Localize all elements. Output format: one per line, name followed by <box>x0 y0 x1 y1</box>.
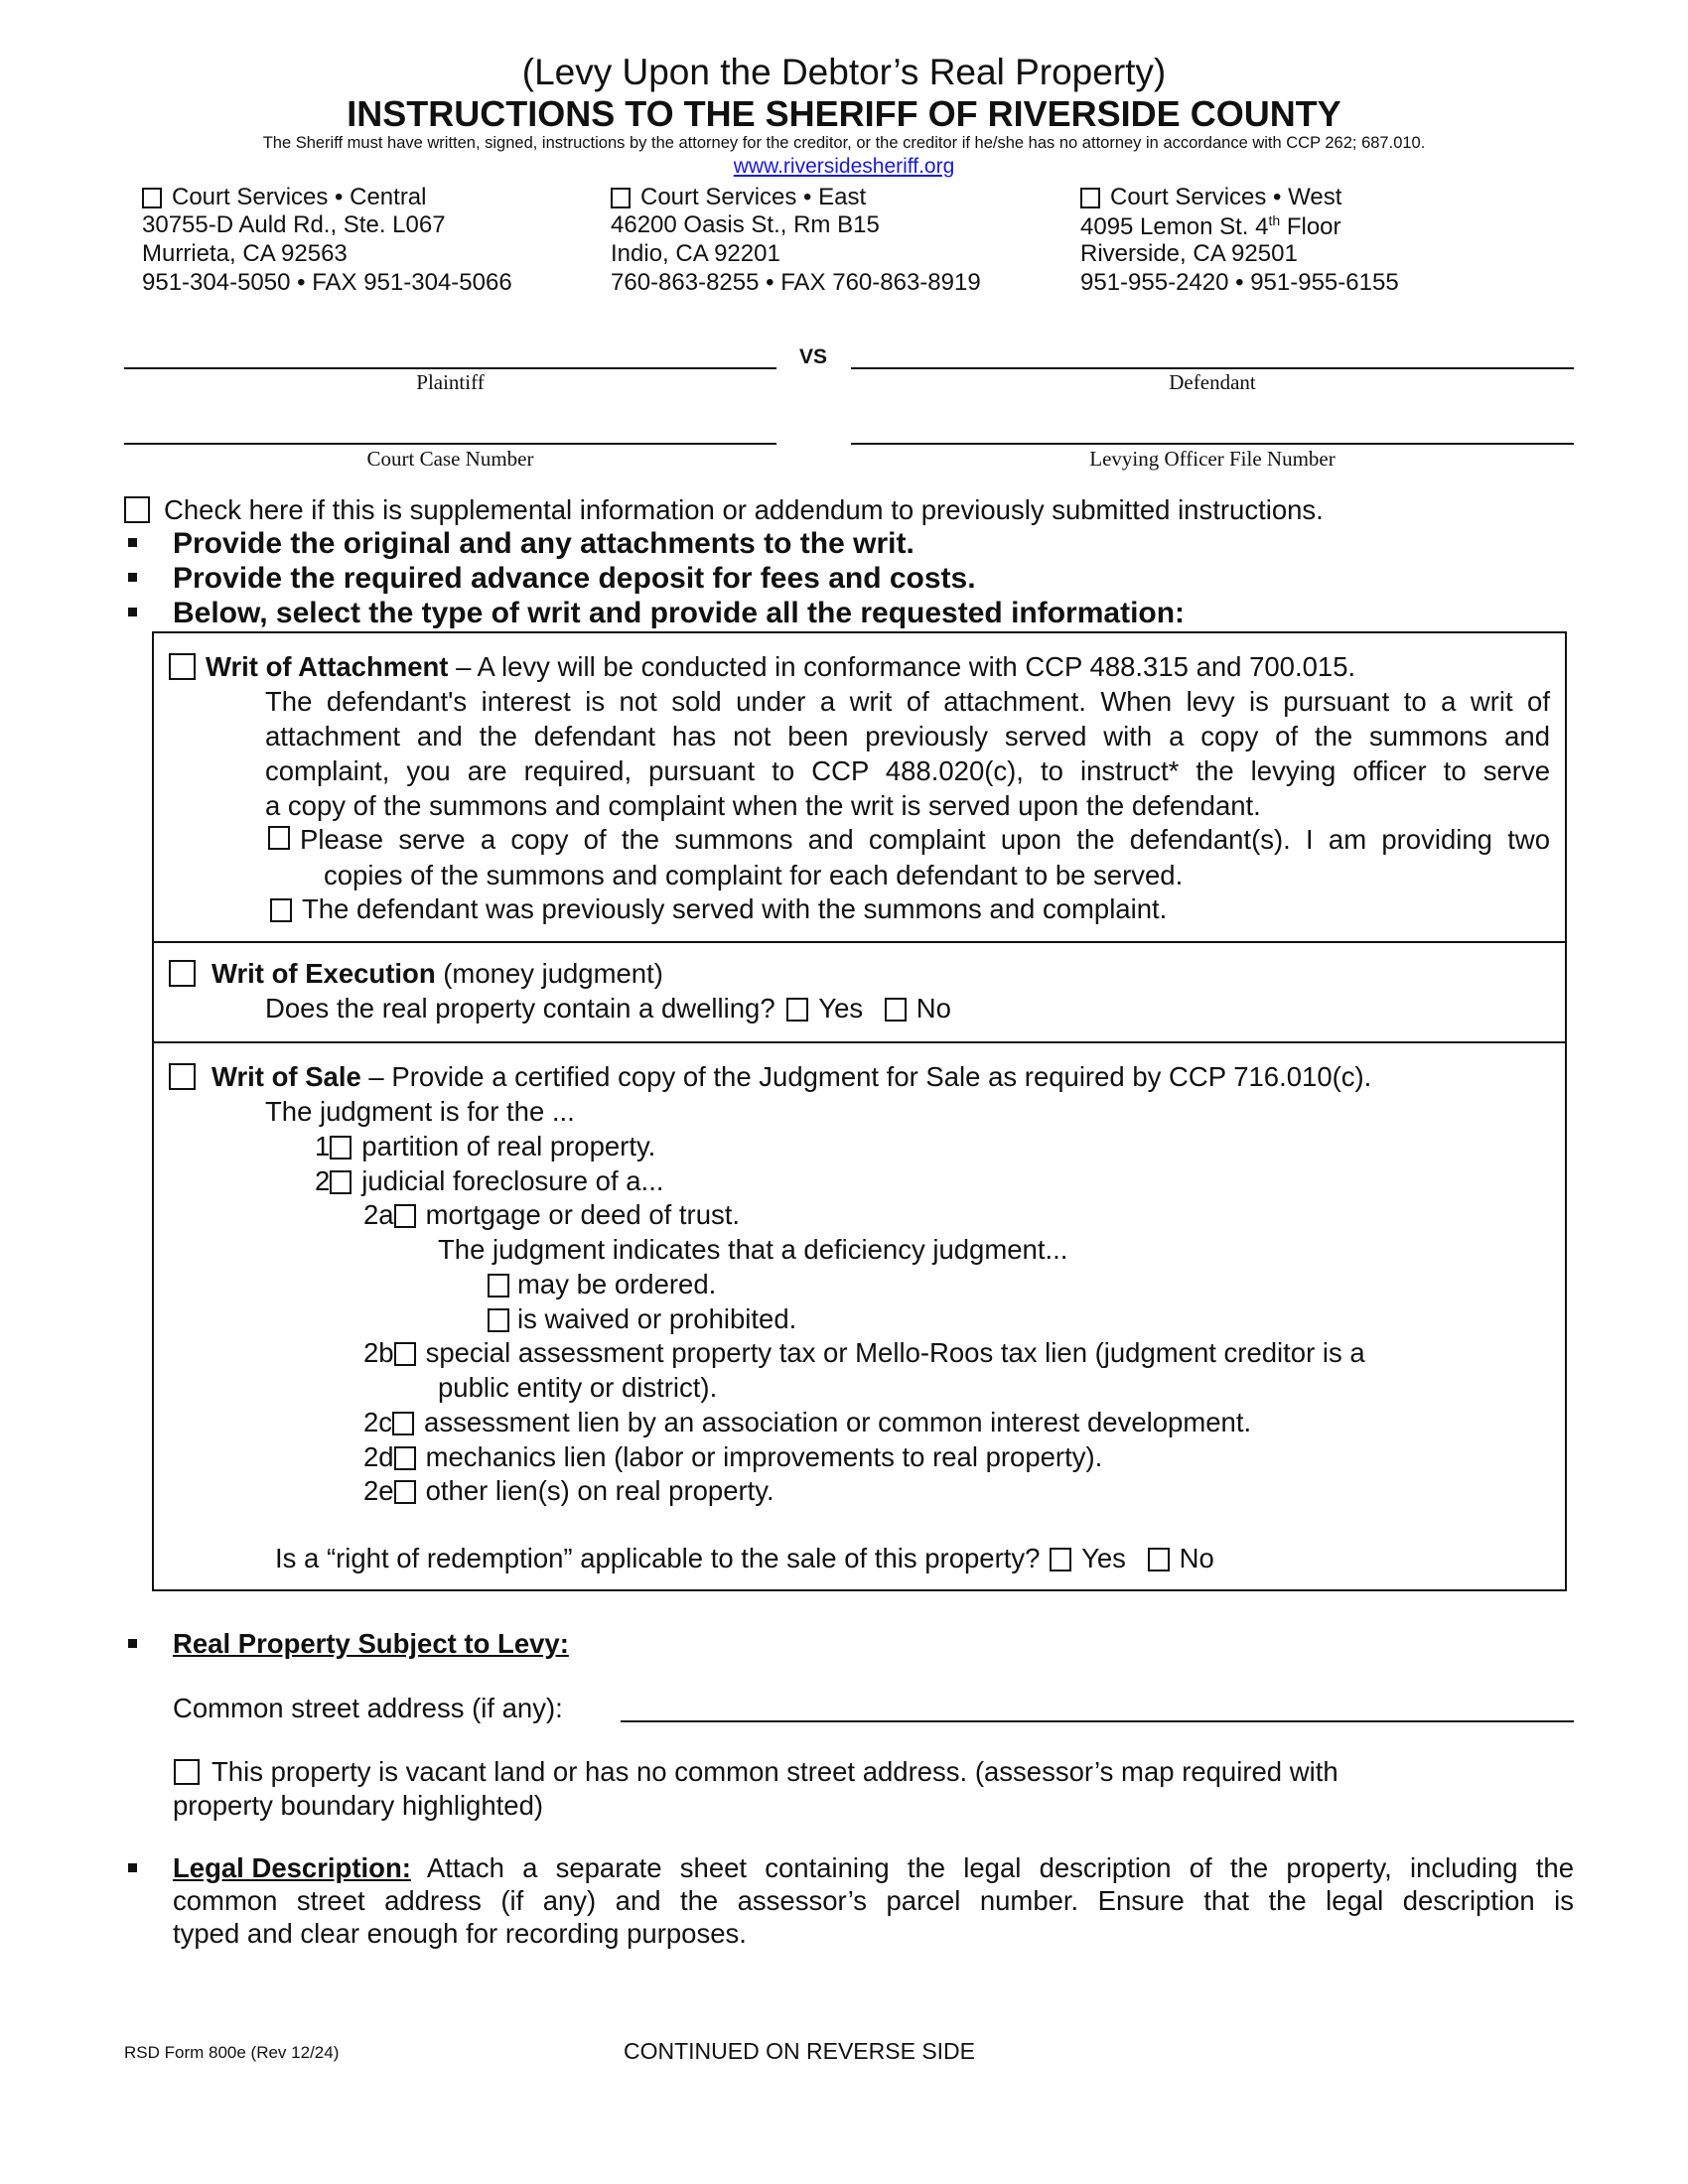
redemption-no-checkbox[interactable] <box>1148 1548 1170 1571</box>
deficiency-text: The judgment indicates that a deficiency judgment... <box>438 1234 1068 1265</box>
serve-summons-checkbox[interactable] <box>268 826 290 850</box>
file-number-label: Levying Officer File Number <box>1089 447 1336 471</box>
attachment-text: a copy of the summons and complaint when the writ is served upon the defendant. <box>265 790 1261 821</box>
serve-summons-label-cont: copies of the summons and complaint for each defendant to be served. <box>324 860 1184 890</box>
continued-notice: CONTINUED ON REVERSE SIDE <box>624 2038 975 2064</box>
bullet-icon <box>128 1863 137 1872</box>
office-phone: 760-863-8255 • FAX 760-863-8919 <box>611 269 981 296</box>
dwelling-no-checkbox[interactable] <box>885 998 907 1022</box>
deficiency-waived-checkbox[interactable] <box>488 1308 509 1332</box>
office-address: 30755-D Auld Rd., Ste. L067 <box>142 211 446 238</box>
instruction-bullet: Below, select the type of writ and provide all the requested information: <box>173 597 1186 629</box>
bullet-icon <box>128 573 137 582</box>
bullet-icon <box>128 1639 137 1648</box>
office-west-checkbox[interactable] <box>1080 188 1100 208</box>
instruction-bullet: Provide the original and any attachments to the writ. <box>173 527 914 560</box>
legal-description-text: Attach a separate sheet containing the legal description of the property, including the <box>426 1852 1574 1883</box>
instruction-bullet: Provide the required advance deposit for fees and costs. <box>173 562 976 595</box>
file-number-field[interactable] <box>851 443 1574 445</box>
other-lien-checkbox[interactable] <box>394 1480 416 1504</box>
deficiency-option-label: is waived or prohibited. <box>517 1303 797 1334</box>
legal-description-text: typed and clear enough for recording purposes. <box>173 1918 747 1949</box>
case-number-field[interactable] <box>124 443 776 445</box>
vacant-land-label: This property is vacant land or has no common street address. (assessor’s map required with <box>211 1756 1338 1787</box>
office-east-checkbox[interactable] <box>611 188 631 208</box>
writ-of-sale-checkbox[interactable] <box>169 1063 196 1090</box>
sale-option-label: other lien(s) on real property. <box>425 1475 774 1506</box>
writ-of-attachment: Writ of Attachment – A levy will be conducted in conformance with CCP 488.315 and 700.015. <box>169 653 1355 681</box>
yes-label: Yes <box>1081 1543 1126 1573</box>
office-address: 46200 Oasis St., Rm B15 <box>611 211 880 238</box>
form-title: INSTRUCTIONS TO THE SHERIFF OF RIVERSIDE COUNTY <box>347 93 1341 134</box>
no-label: No <box>1179 1543 1214 1573</box>
yes-label: Yes <box>818 993 864 1024</box>
redemption-question: Is a “right of redemption” applicable to the sale of this property? <box>275 1543 1041 1573</box>
writ-of-execution: Writ of Execution (money judgment) <box>169 960 663 988</box>
deficiency-may-checkbox[interactable] <box>488 1274 509 1297</box>
attachment-text: attachment and the defendant has not been previously served with a copy of the summons and <box>265 721 1550 751</box>
dwelling-yes-checkbox[interactable] <box>786 998 808 1022</box>
bullet-icon <box>128 538 137 547</box>
sale-intro: The judgment is for the ... <box>265 1096 575 1127</box>
case-number-label: Court Case Number <box>366 447 534 471</box>
office-city: Murrieta, CA 92563 <box>142 240 348 267</box>
vacant-land-checkbox[interactable] <box>174 1759 200 1785</box>
previously-served-label: The defendant was previously served with the summons and complaint. <box>302 893 1168 924</box>
deficiency-option-label: may be ordered. <box>517 1269 717 1299</box>
real-property-heading: Real Property Subject to Levy: <box>173 1628 569 1659</box>
serve-summons-label: Please serve a copy of the summons and complaint upon the defendant(s). I am providing two <box>300 824 1550 855</box>
sale-option-label: mortgage or deed of trust. <box>425 1199 741 1230</box>
writ-of-execution-checkbox[interactable] <box>169 960 196 987</box>
sale-option-label-cont: public entity or district). <box>438 1372 718 1403</box>
office-central-checkbox[interactable] <box>142 188 162 208</box>
plaintiff-field[interactable] <box>124 367 776 369</box>
attachment-text: complaint, you are required, pursuant to CCP 488.020(c), to instruct* the levying officer to serve <box>265 755 1550 786</box>
defendant-label: Defendant <box>1169 370 1256 394</box>
partition-checkbox[interactable] <box>330 1136 352 1160</box>
divider <box>152 941 1567 943</box>
office-name: Court Services • East <box>640 184 867 210</box>
sale-option-label: assessment lien by an association or common interest development. <box>424 1407 1252 1437</box>
dwelling-question: Does the real property contain a dwelling? <box>265 993 775 1024</box>
office-address: 4095 Lemon St. 4th Floor <box>1080 212 1341 240</box>
form-note: The Sheriff must have written, signed, instructions by the attorney for the creditor, or the creditor if he/she has no attorney in accordance with CCP 262; 687.010. <box>262 134 1426 152</box>
office-phone: 951-955-2420 • 951-955-6155 <box>1080 269 1399 296</box>
legal-description-text: common street address (if any) and the assessor’s parcel number. Ensure that the legal description is <box>173 1885 1574 1916</box>
special-assessment-checkbox[interactable] <box>394 1342 416 1366</box>
divider <box>152 1041 1567 1043</box>
sale-option-label: special assessment property tax or Mello-Roos tax lien (judgment creditor is a <box>425 1337 1365 1368</box>
supplemental-checkbox[interactable] <box>124 496 150 523</box>
supplemental-label: Check here if this is supplemental information or addendum to previously submitted instructions. <box>164 494 1324 525</box>
association-lien-checkbox[interactable] <box>392 1412 414 1435</box>
office-city: Riverside, CA 92501 <box>1080 240 1298 267</box>
sale-option-label: partition of real property. <box>361 1131 656 1161</box>
address-label: Common street address (if any): <box>173 1693 563 1723</box>
mortgage-checkbox[interactable] <box>394 1204 416 1228</box>
form-subtitle: (Levy Upon the Debtor’s Real Property) <box>521 52 1167 92</box>
office-name: Court Services • Central <box>172 184 427 210</box>
office-phone: 951-304-5050 • FAX 951-304-5066 <box>142 269 512 296</box>
legal-description-heading: Legal Description: <box>173 1852 411 1883</box>
sale-option-label: judicial foreclosure of a... <box>361 1165 664 1196</box>
no-label: No <box>915 993 951 1024</box>
writ-of-sale: Writ of Sale – Provide a certified copy of the Judgment for Sale as required by CCP 716.010(c). <box>169 1063 1371 1091</box>
writ-of-attachment-checkbox[interactable] <box>169 653 196 680</box>
vacant-land-label-cont: property boundary highlighted) <box>173 1790 544 1821</box>
defendant-field[interactable] <box>851 367 1574 369</box>
sale-option-label: mechanics lien (labor or improvements to real property). <box>425 1441 1103 1472</box>
website-link[interactable]: www.riversidesheriff.org <box>733 155 955 178</box>
form-number: RSD Form 800e (Rev 12/24) <box>124 2043 340 2062</box>
bullet-icon <box>128 608 137 616</box>
office-city: Indio, CA 92201 <box>611 240 780 267</box>
previously-served-checkbox[interactable] <box>270 898 292 922</box>
plaintiff-label: Plaintiff <box>416 370 485 394</box>
redemption-yes-checkbox[interactable] <box>1050 1548 1071 1571</box>
attachment-text: The defendant's interest is not sold under a writ of attachment. When levy is pursuant to a writ of <box>265 686 1550 717</box>
mechanics-lien-checkbox[interactable] <box>394 1446 416 1470</box>
vs-label: VS <box>799 345 828 368</box>
judicial-foreclosure-checkbox[interactable] <box>330 1170 352 1194</box>
address-field[interactable] <box>621 1720 1574 1722</box>
office-name: Court Services • West <box>1110 184 1342 210</box>
